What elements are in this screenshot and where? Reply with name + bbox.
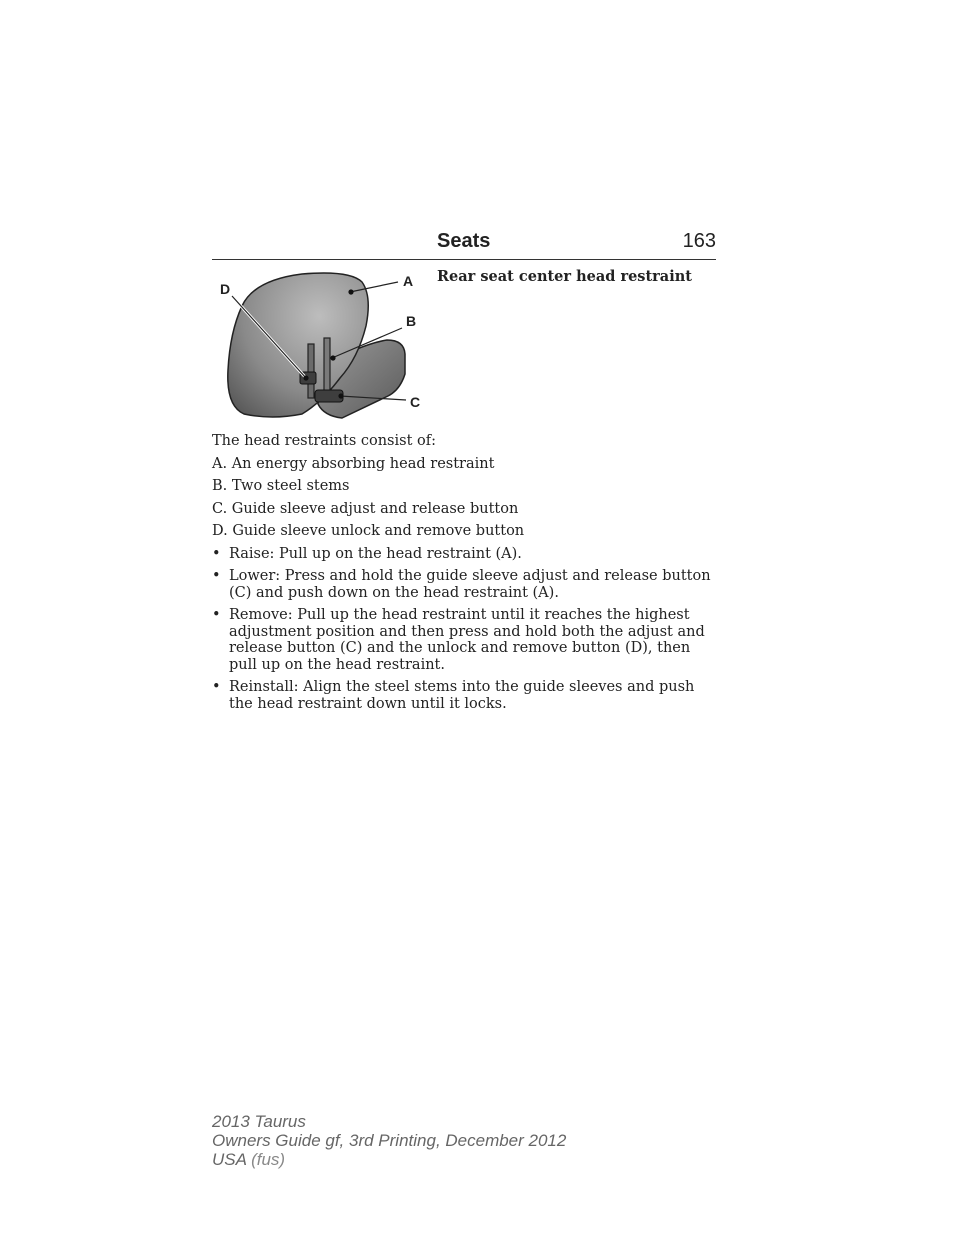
instruction-item: • Lower: Press and hold the guide sleeve adjust and release button (C) and push down on the head restraint (A).	[212, 568, 717, 601]
footer-model: 2013 Taurus	[212, 1112, 306, 1131]
leader-dot-c	[338, 393, 343, 398]
section-title: Seats	[437, 230, 491, 252]
footer-market-name: USA	[212, 1150, 247, 1169]
instruction-item: • Raise: Pull up on the head restraint (A).	[212, 546, 717, 563]
body-text	[212, 433, 717, 718]
figure-label-b: B	[406, 313, 417, 329]
instruction-item: • Remove: Pull up the head restraint until it reaches the highest adjustment position and then press and hold both the adjust and release button (C) and the unlock and remove button (D), then pull up on the head restraint.	[212, 607, 717, 673]
footer-market	[212, 1150, 566, 1169]
leader-dot-a	[348, 289, 353, 294]
footer-edition: Owners Guide gf, 3rd Printing, December 2012	[212, 1131, 567, 1150]
part-item: C. Guide sleeve adjust and release button	[212, 500, 519, 517]
page-footer	[212, 1112, 566, 1169]
part-item: D. Guide sleeve unlock and remove button	[212, 523, 525, 539]
leader-dot-d	[303, 375, 308, 380]
part-item: B. Two steel stems	[212, 478, 350, 494]
page-number: 163	[682, 230, 716, 252]
figure-label-a: A	[403, 273, 414, 289]
instruction-item: • Reinstall: Align the steel stems into the guide sleeves and push the head restraint down until it locks.	[212, 679, 717, 712]
figure-caption: Rear seat center head restraint	[437, 268, 692, 285]
part-item: A. An energy absorbing head restraint	[212, 455, 495, 472]
instruction-list	[212, 546, 717, 713]
figure-label-c: C	[410, 394, 421, 410]
leader-dot-b	[330, 355, 335, 360]
figure-label-d: D	[220, 281, 231, 297]
stem-2	[324, 338, 330, 396]
footer-market-code: (fus)	[251, 1150, 286, 1169]
page-header	[212, 229, 716, 260]
stem-1	[308, 344, 314, 398]
intro-paragraph: The head restraints consist of:	[212, 433, 436, 449]
head-restraint-illustration	[212, 266, 430, 424]
